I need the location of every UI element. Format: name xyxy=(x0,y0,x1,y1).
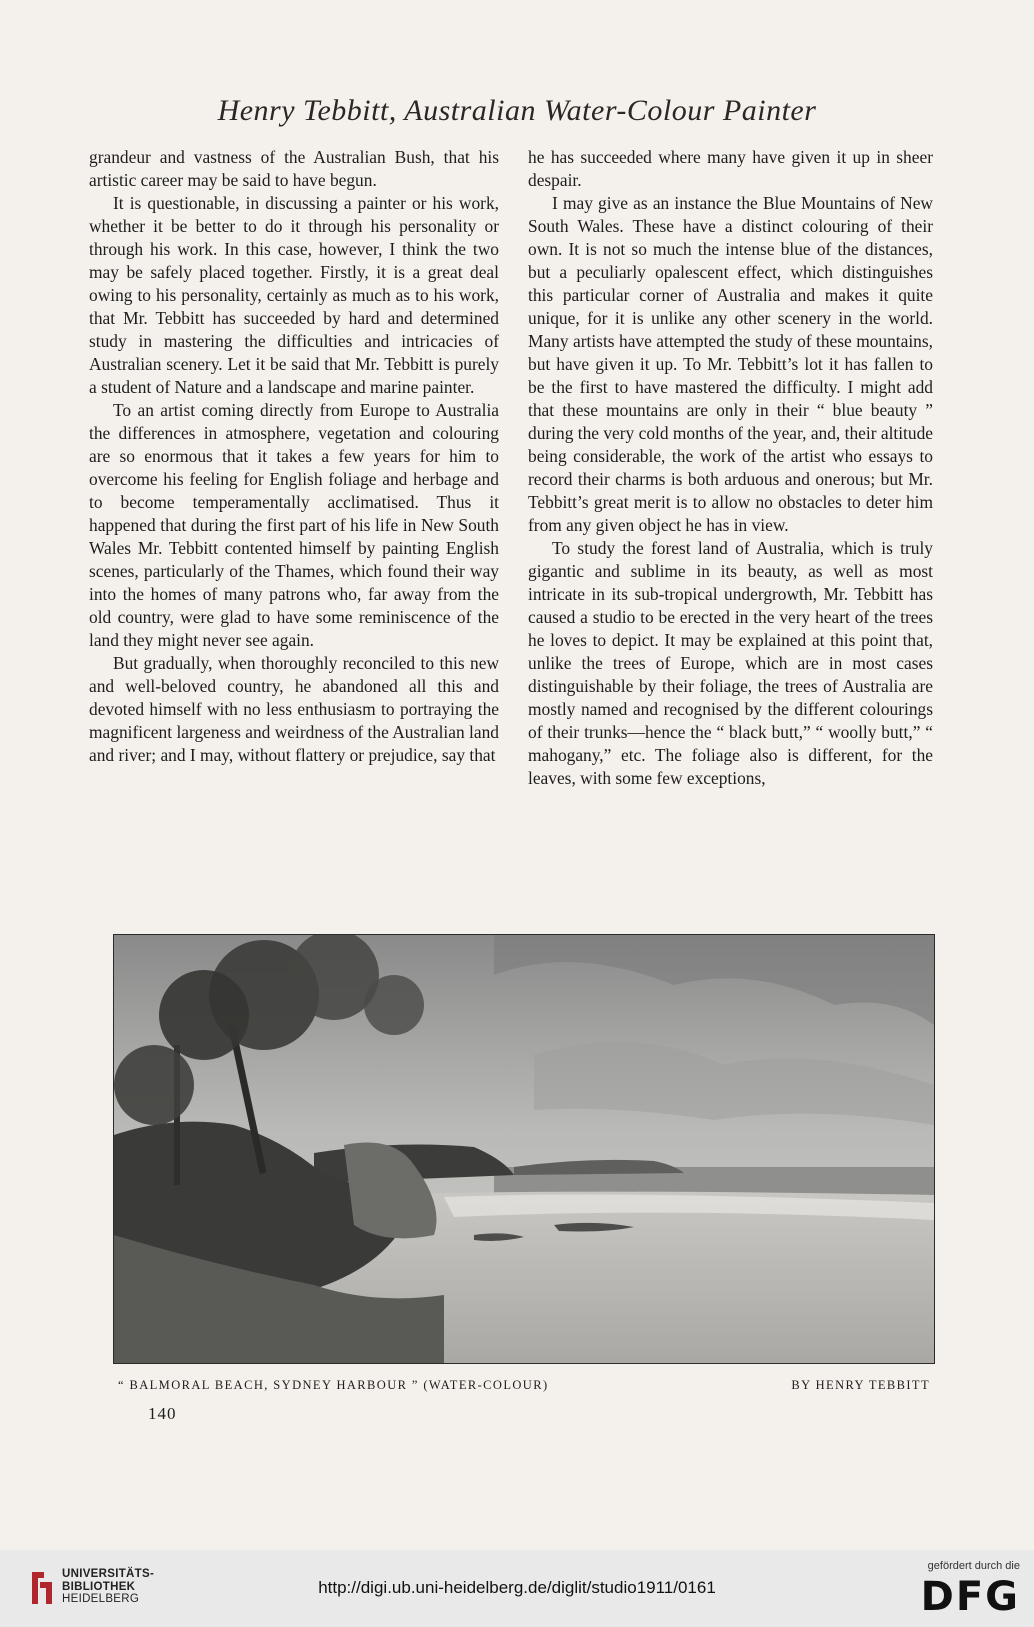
paragraph: grandeur and vastness of the Australian Bush, that his artistic career may be said to have begun. xyxy=(89,147,499,190)
paragraph: But gradually, when thoroughly reconciled to this new and well-beloved country, he abandoned all this and devoted himself with no less enthusiasm to portraying the magnificent largeness and weirdness of the Australian land and river; and I may, without flattery or prejudice, say that xyxy=(89,653,499,765)
plate-caption-credit: BY HENRY TEBBITT xyxy=(791,1378,930,1392)
paragraph: It is questionable, in discussing a painter or his work, whether it be better to do it through his personality or through his work. In this case, however, I think the two may be safely placed together. Firstly, it is a great deal owing to his personality, certainly as much as to his work, that Mr. Tebbitt has succeeded by hard and determined study in mastering the difficulties and intricacies of Australian scenery. Let it be said that Mr. Tebbitt is purely a student of Nature and a landscape and marine painter. xyxy=(89,193,499,397)
paragraph: he has succeeded where many have given it up in sheer despair. xyxy=(528,147,933,190)
library-name-line: BIBLIOTHEK xyxy=(62,1580,136,1593)
page-number: 140 xyxy=(148,1404,177,1423)
library-name-line: HEIDELBERG xyxy=(62,1593,140,1605)
paragraph: To an artist coming directly from Europe to Australia the differences in atmosphere, vegetation and colouring are so enormous that it takes a few years for him to overcome his feeling for English foliage and herbage and to become temperamentally acclimatised. Thus it happened that during the first part of his life in New South Wales Mr. Tebbitt contented himself by painting English scenes, particularly of the Thames, which found their way into the homes of many patrons who, far away from the old country, were glad to have some reminiscence of the land they might never see again. xyxy=(89,400,499,650)
right-column xyxy=(528,146,933,790)
painting-plate xyxy=(113,934,935,1364)
beach-painting-illustration xyxy=(114,935,934,1363)
dfg-logo: DFG xyxy=(920,1574,1020,1620)
digital-copy-link[interactable]: http://digi.ub.uni-heidelberg.de/diglit/studio1911/0161 xyxy=(318,1578,716,1597)
left-column xyxy=(89,146,499,767)
paragraph: I may give as an instance the Blue Mountains of New South Wales. These have a distinct colouring of their own. It is not so much the intense blue of the distances, but a peculiarly opalescent effect, which distinguishes this particular corner of Australia and makes it quite unique, for it is unlike any other scenery in the world. Many artists have attempted the study of these mountains, but have given it up. To Mr. Tebbitt’s lot it has fallen to be the first to have mastered the difficulty. I might add that these mountains are only in their “ blue beauty ” during the very cold months of the year, and, their altitude being considerable, the work of the artist who essays to record their charms is both arduous and onerous; but Mr. Tebbitt’s great merit is to allow no obstacles to deter him from any given object he has in view. xyxy=(528,193,933,535)
plate-caption-title: “ BALMORAL BEACH, SYDNEY HARBOUR ” (WATER-COLOUR) xyxy=(118,1378,549,1392)
funded-by-label: gefördert durch die xyxy=(927,1560,1020,1572)
digitization-footer xyxy=(0,1550,1034,1627)
running-head: Henry Tebbitt, Australian Water-Colour Painter xyxy=(217,94,817,127)
library-name-line: UNIVERSITÄTS- xyxy=(62,1568,155,1580)
paragraph: To study the forest land of Australia, which is truly gigantic and sublime in its beauty, as well as most intricate in its sub-tropical undergrowth, Mr. Tebbitt has caused a studio to be erected in the very heart of the trees he loves to depict. It may be explained at this point that, unlike the trees of Europe, which are in most cases distinguishable by their foliage, the trees of Australia are mostly named and recognised by the different colourings of their trunks—hence the “ black butt,” “ woolly butt,” “ mahogany,” etc. The foliage also is different, for the leaves, with some few exceptions, xyxy=(528,538,933,788)
